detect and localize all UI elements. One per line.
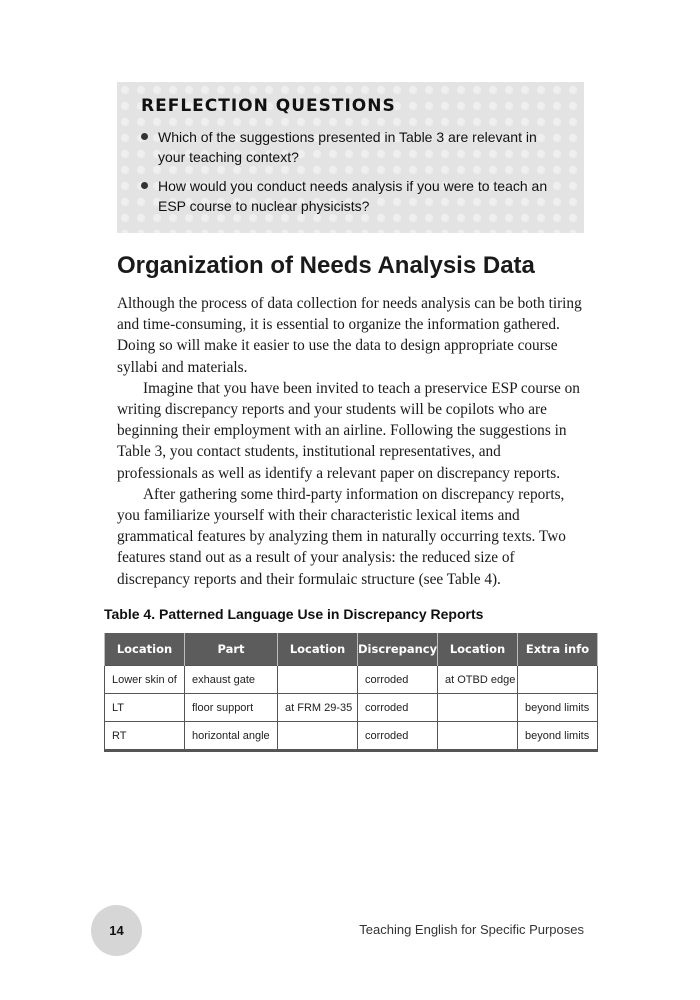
reflection-question xyxy=(141,127,564,167)
table-header-cell: Location xyxy=(438,633,518,666)
table-header-cell: Part xyxy=(185,633,278,666)
table-cell: beyond limits xyxy=(518,722,598,751)
table-cell: beyond limits xyxy=(518,694,598,722)
table-cell: RT xyxy=(105,722,185,751)
table-caption: Table 4. Patterned Language Use in Discrepancy Reports xyxy=(104,606,484,622)
discrepancy-table xyxy=(104,633,598,752)
table-cell: floor support xyxy=(185,694,278,722)
table-cell: exhaust gate xyxy=(185,666,278,694)
table-header-cell: Location xyxy=(105,633,185,666)
reflection-question-text: How would you conduct needs analysis if you were to teach an ESP course to nuclear physicists? xyxy=(158,178,548,214)
body-text xyxy=(117,293,584,590)
table-row xyxy=(105,666,598,694)
reflection-question-list xyxy=(141,127,564,216)
bullet-icon xyxy=(141,133,148,140)
reflection-title: REFLECTION QUESTIONS xyxy=(141,96,396,116)
reflection-questions-box xyxy=(117,82,584,233)
table-cell xyxy=(438,722,518,751)
table-header-cell: Extra info xyxy=(518,633,598,666)
table-cell xyxy=(278,722,358,751)
body-paragraph: Although the process of data collection for needs analysis can be both tiring and time-consuming, it is essential to organize the information gathered. Doing so will make it easier to use the data to design appropriate course syllabi and materials. xyxy=(117,295,582,376)
table-cell: Lower skin of xyxy=(105,666,185,694)
table-cell: at FRM 29-35 xyxy=(278,694,358,722)
table-header-row xyxy=(105,633,598,666)
table-cell: corroded xyxy=(358,666,438,694)
table-header-cell: Discrepancy xyxy=(358,633,438,666)
table-cell: horizontal angle xyxy=(185,722,278,751)
bullet-icon xyxy=(141,182,148,189)
reflection-question xyxy=(141,176,564,216)
page-number: 14 xyxy=(91,905,142,956)
table-row xyxy=(105,694,598,722)
table-cell xyxy=(518,666,598,694)
table-cell: corroded xyxy=(358,694,438,722)
running-footer-title: Teaching English for Specific Purposes xyxy=(359,922,584,937)
table-cell xyxy=(278,666,358,694)
table-cell xyxy=(438,694,518,722)
table-cell: at OTBD edge xyxy=(438,666,518,694)
reflection-question-text: Which of the suggestions presented in Table 3 are relevant in your teaching context? xyxy=(158,129,537,165)
table-header-cell: Location xyxy=(278,633,358,666)
table-cell: LT xyxy=(105,694,185,722)
body-paragraph: After gathering some third-party information on discrepancy reports, you familiarize yourself with their characteristic lexical items and grammatical features by analyzing them in naturally occurring texts. Two features stand out as a result of your analysis: the reduced size of discrepancy reports and their formulaic structure (see Table 4). xyxy=(117,485,566,588)
table-cell: corroded xyxy=(358,722,438,751)
section-title: Organization of Needs Analysis Data xyxy=(117,252,535,279)
body-paragraph: Imagine that you have been invited to teach a preservice ESP course on writing discrepancy reports and your students will be copilots who are beginning their employment with an airline. Following the suggestions in Table 3, you contact students, institutional representatives, and professionals as well as identify a relevant paper on discrepancy reports. xyxy=(117,379,580,482)
table-row xyxy=(105,722,598,751)
